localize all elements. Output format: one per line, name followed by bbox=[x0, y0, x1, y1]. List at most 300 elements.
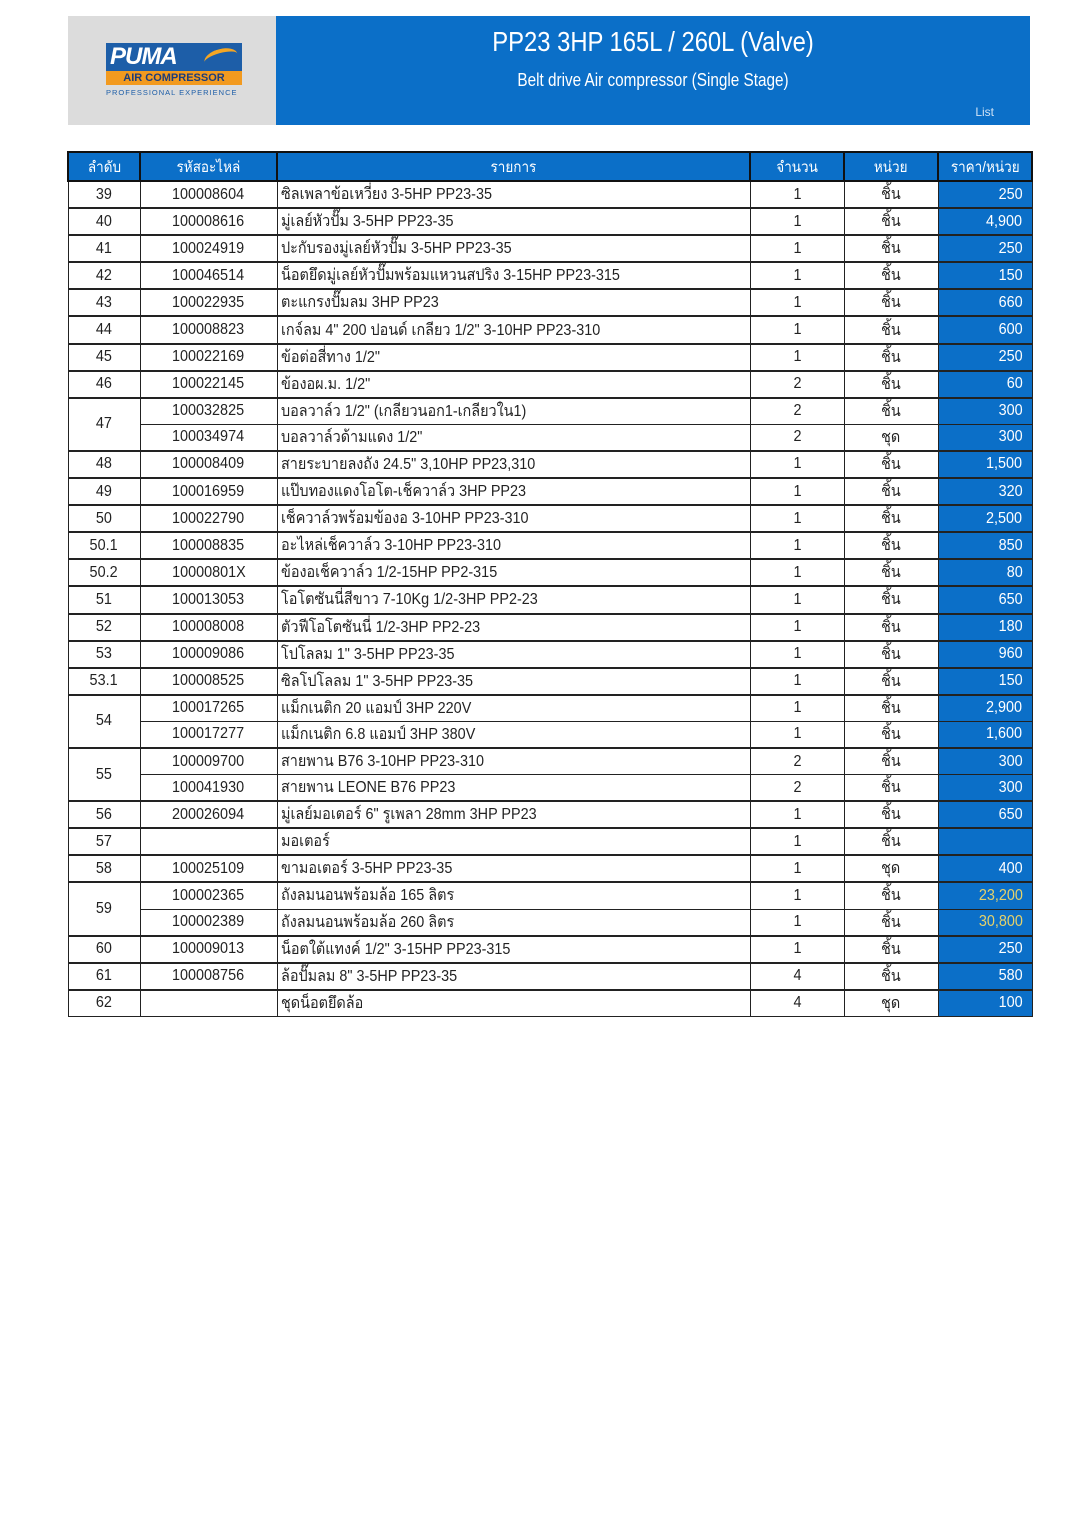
qty-value: 2 bbox=[792, 778, 802, 796]
table-row bbox=[68, 909, 1032, 936]
header-label: จำนวน bbox=[776, 158, 818, 176]
cell-no bbox=[68, 586, 140, 613]
cell-unit bbox=[844, 505, 938, 532]
cell-no bbox=[68, 855, 140, 882]
table-row bbox=[68, 801, 1032, 828]
price-value: 300 bbox=[998, 428, 1023, 446]
cell-unit bbox=[844, 668, 938, 695]
logo-panel bbox=[68, 16, 276, 125]
table-row bbox=[68, 695, 1032, 722]
cell-code bbox=[140, 775, 277, 802]
unit-value: ชิ้น bbox=[881, 510, 901, 528]
price-value: 1,500 bbox=[986, 455, 1023, 473]
cell-no bbox=[68, 532, 140, 559]
code-value: 100008616 bbox=[172, 212, 245, 230]
cell-price bbox=[938, 882, 1032, 909]
desc-value: ปะกับรองมู่เลย์หัวปั๊ม 3-5HP PP23-35 bbox=[280, 240, 512, 258]
desc-value: สายพาน B76 3-10HP PP23-310 bbox=[280, 753, 484, 771]
desc-value: มู่เลย์มอเตอร์ 6" รูเพลา 28mm 3HP PP23 bbox=[280, 806, 537, 824]
col-code-header bbox=[140, 152, 277, 181]
desc-value: มอเตอร์ bbox=[280, 833, 330, 851]
cell-price bbox=[938, 505, 1032, 532]
cell-no bbox=[68, 208, 140, 235]
cell-no bbox=[68, 828, 140, 855]
cell-no bbox=[68, 614, 140, 641]
cell-price bbox=[938, 424, 1032, 451]
cell-desc bbox=[277, 398, 750, 425]
cell-unit bbox=[844, 316, 938, 343]
unit-value: ชุด bbox=[881, 860, 901, 878]
cell-qty bbox=[750, 532, 844, 559]
cell-code bbox=[140, 316, 277, 343]
cell-qty bbox=[750, 775, 844, 802]
code-value: 100017265 bbox=[172, 699, 245, 717]
unit-value: ชิ้น bbox=[881, 779, 901, 797]
cell-code bbox=[140, 532, 277, 559]
qty-value: 1 bbox=[792, 859, 802, 877]
row-number: 57 bbox=[95, 832, 113, 850]
cell-qty bbox=[750, 936, 844, 963]
row-number: 41 bbox=[95, 239, 113, 257]
cell-no bbox=[68, 181, 140, 208]
cell-unit bbox=[844, 478, 938, 505]
col-price-header bbox=[938, 152, 1032, 181]
code-value: 100008756 bbox=[172, 967, 245, 985]
price-value: 300 bbox=[998, 778, 1023, 796]
price-value: 2,900 bbox=[986, 699, 1023, 717]
code-value: 100008835 bbox=[172, 536, 245, 554]
cell-price bbox=[938, 451, 1032, 478]
row-number: 50.2 bbox=[89, 563, 119, 581]
cell-qty bbox=[750, 371, 844, 398]
unit-value: ชิ้น bbox=[881, 913, 901, 931]
desc-value: ล้อปั๊มลม 8" 3-5HP PP23-35 bbox=[280, 967, 457, 985]
cell-no bbox=[68, 505, 140, 532]
price-value: 650 bbox=[998, 590, 1023, 608]
col-no-header bbox=[68, 152, 140, 181]
cell-price bbox=[938, 775, 1032, 802]
cell-unit bbox=[844, 748, 938, 775]
header-label: ราคา/หน่วย bbox=[950, 158, 1020, 176]
code-value: 100008008 bbox=[172, 618, 245, 636]
cell-code bbox=[140, 990, 277, 1017]
row-number: 59 bbox=[95, 900, 113, 918]
cell-price bbox=[938, 532, 1032, 559]
cell-desc bbox=[277, 668, 750, 695]
code-value: 100002389 bbox=[172, 913, 245, 931]
header-label: รหัสอะไหล่ bbox=[176, 158, 241, 176]
list-label: List bbox=[975, 105, 994, 119]
row-number: 62 bbox=[95, 994, 113, 1012]
cell-desc bbox=[277, 963, 750, 990]
desc-value: บอลวาล์ว 1/2" (เกลียวนอก1-เกลียวใน1) bbox=[280, 402, 526, 420]
qty-value: 1 bbox=[792, 321, 802, 339]
cell-unit bbox=[844, 424, 938, 451]
table-row bbox=[68, 505, 1032, 532]
page-title: PP23 3HP 165L / 260L (Valve) bbox=[492, 26, 814, 57]
cell-desc bbox=[277, 505, 750, 532]
unit-value: ชิ้น bbox=[881, 267, 901, 285]
cell-code bbox=[140, 262, 277, 289]
unit-value: ชิ้น bbox=[881, 348, 901, 366]
cell-code bbox=[140, 748, 277, 775]
cell-no bbox=[68, 289, 140, 316]
cell-code bbox=[140, 344, 277, 371]
cell-unit bbox=[844, 289, 938, 316]
cell-desc bbox=[277, 936, 750, 963]
desc-value: สายพาน LEONE B76 PP23 bbox=[280, 779, 455, 797]
cell-qty bbox=[750, 963, 844, 990]
cell-code bbox=[140, 828, 277, 855]
unit-value: ชิ้น bbox=[881, 537, 901, 555]
cell-no bbox=[68, 695, 140, 748]
code-value: 100034974 bbox=[172, 428, 245, 446]
cell-desc bbox=[277, 559, 750, 586]
unit-value: ชิ้น bbox=[881, 186, 901, 204]
cell-desc bbox=[277, 451, 750, 478]
cell-unit bbox=[844, 371, 938, 398]
qty-value: 1 bbox=[792, 886, 802, 904]
price-value: 400 bbox=[998, 859, 1023, 877]
qty-value: 4 bbox=[792, 994, 802, 1012]
price-value: 150 bbox=[998, 672, 1023, 690]
code-value: 100009013 bbox=[172, 940, 245, 958]
cell-price bbox=[938, 208, 1032, 235]
cell-qty bbox=[750, 855, 844, 882]
desc-value: ข้อต่อสี่ทาง 1/2" bbox=[280, 348, 380, 366]
code-value: 100024919 bbox=[172, 239, 245, 257]
table-header bbox=[68, 152, 1032, 181]
cell-code bbox=[140, 235, 277, 262]
row-number: 44 bbox=[95, 321, 113, 339]
cell-qty bbox=[750, 424, 844, 451]
desc-value: แป๊บทองแดงโอโต-เช็ควาล์ว 3HP PP23 bbox=[280, 483, 526, 501]
cell-no bbox=[68, 398, 140, 451]
cell-code bbox=[140, 936, 277, 963]
cell-unit bbox=[844, 344, 938, 371]
cell-qty bbox=[750, 909, 844, 936]
qty-value: 1 bbox=[792, 509, 802, 527]
code-value: 100016959 bbox=[172, 482, 245, 500]
cell-unit bbox=[844, 398, 938, 425]
table-row bbox=[68, 748, 1032, 775]
qty-value: 2 bbox=[792, 402, 802, 420]
unit-value: ชุด bbox=[881, 428, 901, 446]
price-value: 150 bbox=[998, 266, 1023, 284]
cell-qty bbox=[750, 748, 844, 775]
cell-qty bbox=[750, 451, 844, 478]
table-row bbox=[68, 208, 1032, 235]
qty-value: 1 bbox=[792, 725, 802, 743]
cell-unit bbox=[844, 451, 938, 478]
cell-unit bbox=[844, 695, 938, 722]
cell-code bbox=[140, 478, 277, 505]
cell-code bbox=[140, 424, 277, 451]
cell-price bbox=[938, 801, 1032, 828]
cell-unit bbox=[844, 641, 938, 668]
price-value: 100 bbox=[998, 994, 1023, 1012]
row-number: 40 bbox=[95, 212, 113, 230]
qty-value: 1 bbox=[792, 212, 802, 230]
unit-value: ชิ้น bbox=[881, 564, 901, 582]
desc-value: ข้องอผ.ม. 1/2" bbox=[280, 375, 370, 393]
cell-qty bbox=[750, 181, 844, 208]
cell-qty bbox=[750, 289, 844, 316]
cell-desc bbox=[277, 990, 750, 1017]
cell-code bbox=[140, 855, 277, 882]
unit-value: ชิ้น bbox=[881, 294, 901, 312]
desc-value: ซิลโปโลลม 1" 3-5HP PP23-35 bbox=[280, 672, 473, 690]
cell-code bbox=[140, 289, 277, 316]
unit-value: ชิ้น bbox=[881, 645, 901, 663]
cell-unit bbox=[844, 855, 938, 882]
cell-qty bbox=[750, 559, 844, 586]
table-row bbox=[68, 990, 1032, 1017]
qty-value: 1 bbox=[792, 536, 802, 554]
row-number: 53 bbox=[95, 645, 113, 663]
table-row bbox=[68, 289, 1032, 316]
table-row bbox=[68, 371, 1032, 398]
row-number: 61 bbox=[95, 967, 113, 985]
qty-value: 1 bbox=[792, 832, 802, 850]
cell-unit bbox=[844, 909, 938, 936]
cell-no bbox=[68, 882, 140, 935]
desc-value: แม็กเนติก 6.8 แอมป์ 3HP 380V bbox=[280, 725, 475, 743]
cell-price bbox=[938, 668, 1032, 695]
price-value: 30,800 bbox=[978, 913, 1023, 931]
table-row bbox=[68, 344, 1032, 371]
cell-price bbox=[938, 909, 1032, 936]
unit-value: ชิ้น bbox=[881, 240, 901, 258]
cell-code bbox=[140, 614, 277, 641]
cell-no bbox=[68, 668, 140, 695]
cell-unit bbox=[844, 235, 938, 262]
cell-unit bbox=[844, 828, 938, 855]
page-subtitle: Belt drive Air compressor (Single Stage) bbox=[517, 70, 789, 90]
header-label: ลำดับ bbox=[87, 158, 121, 176]
cell-code bbox=[140, 909, 277, 936]
cell-no bbox=[68, 641, 140, 668]
cell-qty bbox=[750, 208, 844, 235]
cell-no bbox=[68, 801, 140, 828]
unit-value: ชิ้น bbox=[881, 375, 901, 393]
unit-value: ชิ้น bbox=[881, 887, 901, 905]
desc-value: น็อตใต้แทงค์ 1/2" 3-15HP PP23-315 bbox=[280, 940, 510, 958]
cell-price bbox=[938, 478, 1032, 505]
row-number: 43 bbox=[95, 293, 113, 311]
row-number: 52 bbox=[95, 618, 113, 636]
row-number: 39 bbox=[95, 185, 113, 203]
cell-qty bbox=[750, 695, 844, 722]
table-row bbox=[68, 855, 1032, 882]
price-value: 600 bbox=[998, 321, 1023, 339]
cell-code bbox=[140, 208, 277, 235]
table-row bbox=[68, 181, 1032, 208]
cell-unit bbox=[844, 208, 938, 235]
row-number: 55 bbox=[95, 765, 113, 783]
cell-qty bbox=[750, 641, 844, 668]
cell-no bbox=[68, 371, 140, 398]
qty-value: 1 bbox=[792, 348, 802, 366]
logo-subtitle: AIR COMPRESSOR bbox=[106, 71, 242, 85]
cell-no bbox=[68, 559, 140, 586]
price-value: 250 bbox=[998, 185, 1023, 203]
col-description-header bbox=[277, 152, 750, 181]
price-value: 250 bbox=[998, 348, 1023, 366]
cell-no bbox=[68, 963, 140, 990]
cell-qty bbox=[750, 721, 844, 748]
header-label: หน่วย bbox=[874, 158, 908, 176]
puma-logo bbox=[106, 43, 242, 97]
cell-code bbox=[140, 371, 277, 398]
desc-value: สายระบายลงถัง 24.5" 3,10HP PP23,310 bbox=[280, 455, 535, 473]
cell-desc bbox=[277, 775, 750, 802]
code-value: 100008604 bbox=[172, 185, 245, 203]
cell-code bbox=[140, 641, 277, 668]
cell-desc bbox=[277, 208, 750, 235]
cell-price bbox=[938, 990, 1032, 1017]
cell-unit bbox=[844, 532, 938, 559]
qty-value: 1 bbox=[792, 185, 802, 203]
qty-value: 2 bbox=[792, 428, 802, 446]
cell-qty bbox=[750, 316, 844, 343]
cell-qty bbox=[750, 235, 844, 262]
table-row bbox=[68, 559, 1032, 586]
row-number: 53.1 bbox=[89, 672, 119, 690]
cell-desc bbox=[277, 344, 750, 371]
row-number: 48 bbox=[95, 455, 113, 473]
unit-value: ชิ้น bbox=[881, 483, 901, 501]
code-value: 100008823 bbox=[172, 321, 245, 339]
price-value: 650 bbox=[998, 805, 1023, 823]
cell-desc bbox=[277, 641, 750, 668]
row-number: 58 bbox=[95, 859, 113, 877]
code-value: 100046514 bbox=[172, 266, 245, 284]
cell-code bbox=[140, 181, 277, 208]
qty-value: 1 bbox=[792, 563, 802, 581]
desc-value: อะไหล่เช็ควาล์ว 3-10HP PP23-310 bbox=[280, 537, 501, 555]
desc-value: ตัวฟีโอโตซันนี่ 1/2-3HP PP2-23 bbox=[280, 618, 480, 636]
qty-value: 1 bbox=[792, 618, 802, 636]
cell-code bbox=[140, 559, 277, 586]
qty-value: 1 bbox=[792, 913, 802, 931]
cell-unit bbox=[844, 882, 938, 909]
code-value: 10000801X bbox=[171, 563, 246, 581]
cell-qty bbox=[750, 344, 844, 371]
cell-code bbox=[140, 451, 277, 478]
row-number: 50.1 bbox=[89, 536, 119, 554]
cell-price bbox=[938, 641, 1032, 668]
code-value: 100009086 bbox=[172, 645, 245, 663]
unit-value: ชิ้น bbox=[881, 672, 901, 690]
unit-value: ชิ้น bbox=[881, 806, 901, 824]
qty-value: 1 bbox=[792, 699, 802, 717]
cell-desc bbox=[277, 478, 750, 505]
cell-price bbox=[938, 828, 1032, 855]
unit-value: ชุด bbox=[881, 994, 901, 1012]
cell-code bbox=[140, 882, 277, 909]
cell-unit bbox=[844, 801, 938, 828]
cell-code bbox=[140, 721, 277, 748]
row-number: 42 bbox=[95, 266, 113, 284]
parts-table bbox=[67, 151, 1033, 1017]
cell-no bbox=[68, 478, 140, 505]
table-row bbox=[68, 478, 1032, 505]
code-value: 100022169 bbox=[172, 348, 245, 366]
desc-value: เกจ์ลม 4" 200 ปอนด์ เกลียว 1/2" 3-10HP PP23-310 bbox=[280, 321, 600, 339]
unit-value: ชิ้น bbox=[881, 618, 901, 636]
cell-desc bbox=[277, 235, 750, 262]
unit-value: ชิ้น bbox=[881, 321, 901, 339]
cell-price bbox=[938, 262, 1032, 289]
row-number: 47 bbox=[95, 415, 113, 433]
cell-price bbox=[938, 559, 1032, 586]
code-value: 100002365 bbox=[172, 886, 245, 904]
price-value: 23,200 bbox=[978, 886, 1023, 904]
cell-desc bbox=[277, 614, 750, 641]
desc-value: โอโตซันนี่สีขาว 7-10Kg 1/2-3HP PP2-23 bbox=[280, 591, 538, 609]
cell-unit bbox=[844, 775, 938, 802]
unit-value: ชิ้น bbox=[881, 967, 901, 985]
table-row bbox=[68, 775, 1032, 802]
table-row bbox=[68, 721, 1032, 748]
code-value: 100022145 bbox=[172, 375, 245, 393]
code-value: 200026094 bbox=[172, 805, 245, 823]
price-value: 1,600 bbox=[986, 725, 1023, 743]
cell-price bbox=[938, 963, 1032, 990]
cell-code bbox=[140, 398, 277, 425]
cell-price bbox=[938, 344, 1032, 371]
cell-desc bbox=[277, 532, 750, 559]
unit-value: ชิ้น bbox=[881, 833, 901, 851]
cell-code bbox=[140, 963, 277, 990]
cell-no bbox=[68, 316, 140, 343]
price-value: 250 bbox=[998, 940, 1023, 958]
table-row bbox=[68, 936, 1032, 963]
qty-value: 1 bbox=[792, 805, 802, 823]
qty-value: 1 bbox=[792, 293, 802, 311]
cell-code bbox=[140, 668, 277, 695]
table-row bbox=[68, 316, 1032, 343]
desc-value: โปโลลม 1" 3-5HP PP23-35 bbox=[280, 645, 454, 663]
cell-qty bbox=[750, 505, 844, 532]
cell-qty bbox=[750, 668, 844, 695]
code-value: 100041930 bbox=[172, 778, 245, 796]
cell-desc bbox=[277, 721, 750, 748]
table-row bbox=[68, 586, 1032, 613]
desc-value: ชุดน็อตยึดล้อ bbox=[280, 994, 363, 1012]
price-value: 180 bbox=[998, 618, 1023, 636]
price-value: 300 bbox=[998, 402, 1023, 420]
cell-desc bbox=[277, 855, 750, 882]
cell-price bbox=[938, 748, 1032, 775]
table-row bbox=[68, 882, 1032, 909]
code-value: 100008525 bbox=[172, 672, 245, 690]
cell-no bbox=[68, 990, 140, 1017]
table-row bbox=[68, 668, 1032, 695]
col-qty-header bbox=[750, 152, 844, 181]
desc-value: ตะแกรงปั๊มลม 3HP PP23 bbox=[280, 294, 439, 312]
cell-price bbox=[938, 586, 1032, 613]
price-value: 850 bbox=[998, 536, 1023, 554]
cell-desc bbox=[277, 316, 750, 343]
price-value: 580 bbox=[998, 967, 1023, 985]
qty-value: 1 bbox=[792, 645, 802, 663]
cell-qty bbox=[750, 801, 844, 828]
row-number: 56 bbox=[95, 805, 113, 823]
cell-desc bbox=[277, 262, 750, 289]
price-value: 80 bbox=[1006, 563, 1023, 581]
